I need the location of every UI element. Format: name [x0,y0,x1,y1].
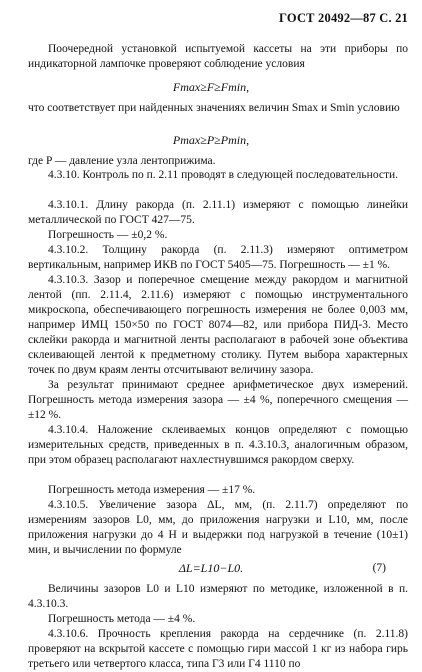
paragraph-4-3-10-5: 4.3.10.5. Увеличение зазора ΔL, мм, (п. 2.11.7) определяют по измерениям зазоров L0, мм, до приложения нагрузки и L10, мм, после приложения нагрузки до 4 Н и выдержки под нагрузкой в течение (10±1) мин, и вычислении по формуле [28,499,408,556]
paragraph-gap-method: Величины зазоров L0 и L10 измеряют по методике, изложенной в п. 4.3.10.3. [28,583,408,610]
paragraph-4-3-10-2: 4.3.10.2. Толщину ракорда (п. 2.11.3) измеряют оптиметром вертикальным, например ИКВ по ГОСТ 5405—75. Погрешность — ±1 %. [28,244,408,271]
formula-gap-increase: ΔL=L10−L0. [178,561,244,575]
paragraph-condition-text: что соответствует при найденных значениях величин Smax и Smin условию [28,102,400,114]
paragraph-error-overlap: Погрешность метода измерения — ±17 %. [48,484,256,496]
paragraph-intro: Поочередной установкой испытуемой кассеты на эти приборы по индикаторной лампочке проверяют соблюдение условия [28,43,408,70]
formula-pressure-condition: Pmax≥P≥Pmin, [172,133,250,147]
paragraph-4-3-10-1: 4.3.10.1. Длину ракорда (п. 2.11.1) измеряют с помощью линейки металлической по ГОСТ 427—75. [28,199,408,226]
paragraph-error-method: Погрешность метода — ±4 %. [48,613,196,625]
equation-number: (7) [372,562,386,574]
paragraph-4-3-10: 4.3.10. Контроль по п. 2.11 проводят в следующей последовательности. [48,169,399,181]
paragraph-4-3-10-3: 4.3.10.3. Зазор и поперечное смещение между ракордом и магнитной лентой (пп. 2.11.4, 2.11.6) измеряют с помощью инструментального микроскопа, обеспечивающего погрешность измерения не более 0,003 мм, например ИМЦ 150×50 по ГОСТ 8074—82, или прибора ПИД-3. Место склейки ракорда и магнитной ленты располагают в рабочей зоне объектива склеивающей лентой к предметному столику. Путем выбора характерных точек по двум краям ленты отсчитывают величину зазора. [28,274,408,376]
paragraph-result-average: За результат принимают среднее арифметическое двух измерений. Погрешность метода измерения зазора — ±4 %, поперечного смещения — ±12 %. [28,379,408,421]
paragraph-4-3-10-4: 4.3.10.4. Наложение склеиваемых концов определяют с помощью измерительных средств, приведенных в п. 4.3.10.3, аналогичным образом, при этом образец располагают нахлестнувшимся ракордом сверху. [28,424,408,466]
paragraph-error-length: Погрешность — ±0,2 %. [48,229,168,241]
paragraph-pressure-definition: где P — давление узла лентоприжима. [28,155,216,167]
paragraph-4-3-10-6: 4.3.10.6. Прочность крепления ракорда на сердечнике (п. 2.11.8) проверяют на вскрытой кассете с помощью гири массой 1 кг из набора гирь третьего или четвертого класса, типа Г3 или Г4 1110 по [28,628,408,670]
formula-force-condition: Fmax≥F≥Fmin, [172,80,250,94]
page-header: ГОСТ 20492—87 С. 21 [279,11,408,25]
